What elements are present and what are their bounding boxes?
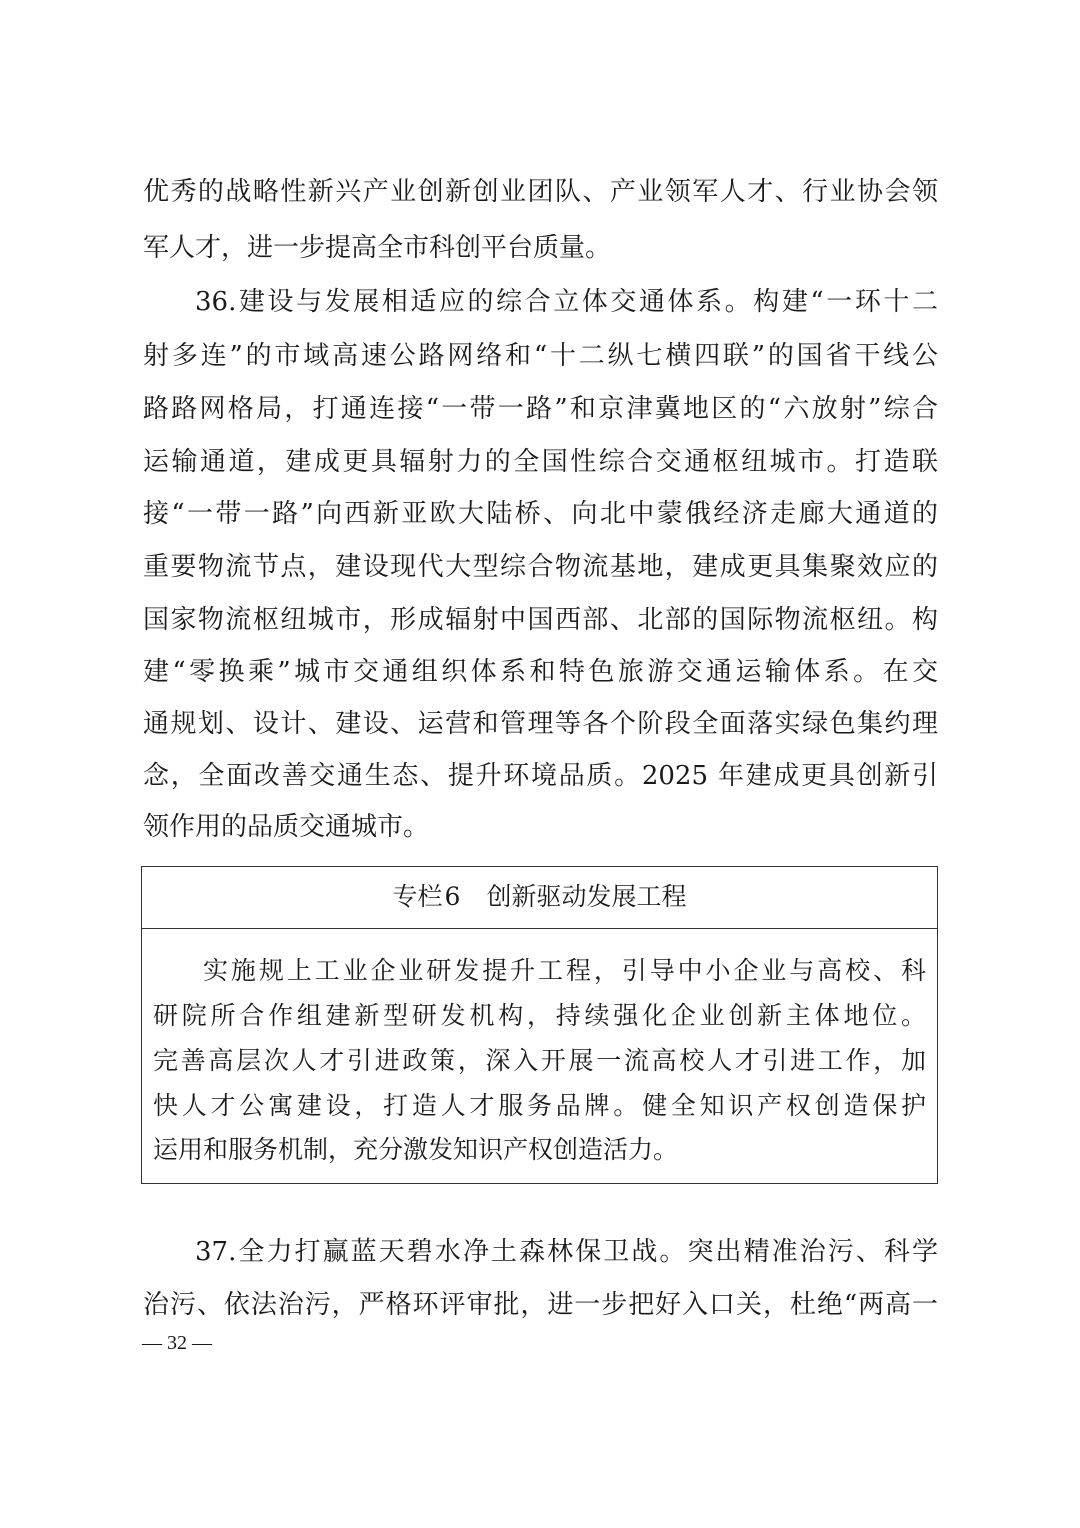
box-text-line: 实施规上工业企业研发提升工程，引导中小企业与高校、科	[203, 956, 926, 985]
feature-box-header	[142, 867, 937, 929]
page-number: — 32 —	[142, 1332, 212, 1354]
box-text-line: 完善高层次人才引进政策，深入开展一流高校人才引进工作，加	[153, 1046, 926, 1075]
text-line: 路路网格局，打通连接“一带一路”和京津冀地区的“六放射”综合	[143, 394, 938, 424]
text-line: 军人才，进一步提高全市科创平台质量。	[143, 233, 612, 263]
text-line: 优秀的战略性新兴产业创新创业团队、产业领军人才、行业协会领	[143, 177, 938, 207]
feature-box-number: 6	[444, 882, 461, 911]
text-line: 国家物流枢纽城市，形成辐射中国西部、北部的国际物流枢纽。构	[143, 605, 938, 635]
feature-box-label: 专栏	[392, 882, 443, 911]
text-line: 接“一带一路”向西新亚欧大陆桥、向北中蒙俄经济走廊大通道的	[143, 499, 938, 529]
text-line: 治污、依法治污，严格环评审批，进一步把好入口关，杜绝“两高一	[143, 1290, 938, 1320]
text-line: 运输通道，建成更具辐射力的全国性综合交通枢纽城市。打造联	[143, 447, 938, 477]
box-text-line: 快人才公寓建设，打造人才服务品牌。健全知识产权创造保护	[153, 1091, 926, 1120]
text-line: 37.全力打赢蓝天碧水净土森林保卫战。突出精准治污、科学	[195, 1237, 938, 1267]
feature-box-title: 创新驱动发展工程	[486, 882, 687, 911]
feature-box	[141, 866, 938, 1184]
box-text-line: 运用和服务机制，充分激发知识产权创造活力。	[153, 1135, 679, 1164]
text-line: 建“零换乘”城市交通组织体系和特色旅游交通运输体系。在交	[143, 657, 938, 687]
text-line: 通规划、设计、建设、运营和管理等各个阶段全面落实绿色集约理	[143, 709, 938, 739]
text-line: 念，全面改善交通生态、提升环境品质。2025 年建成更具创新引	[143, 761, 938, 791]
text-line: 重要物流节点，建设现代大型综合物流基地，建成更具集聚效应的	[143, 552, 938, 582]
text-line: 领作用的品质交通城市。	[143, 812, 430, 842]
box-text-line: 研院所合作组建新型研发机构，持续强化企业创新主体地位。	[153, 1001, 926, 1030]
text-line: 36.建设与发展相适应的综合立体交通体系。构建“一环十二	[195, 287, 938, 317]
text-line: 射多连”的市域高速公路网络和“十二纵七横四联”的国省干线公	[143, 341, 938, 371]
